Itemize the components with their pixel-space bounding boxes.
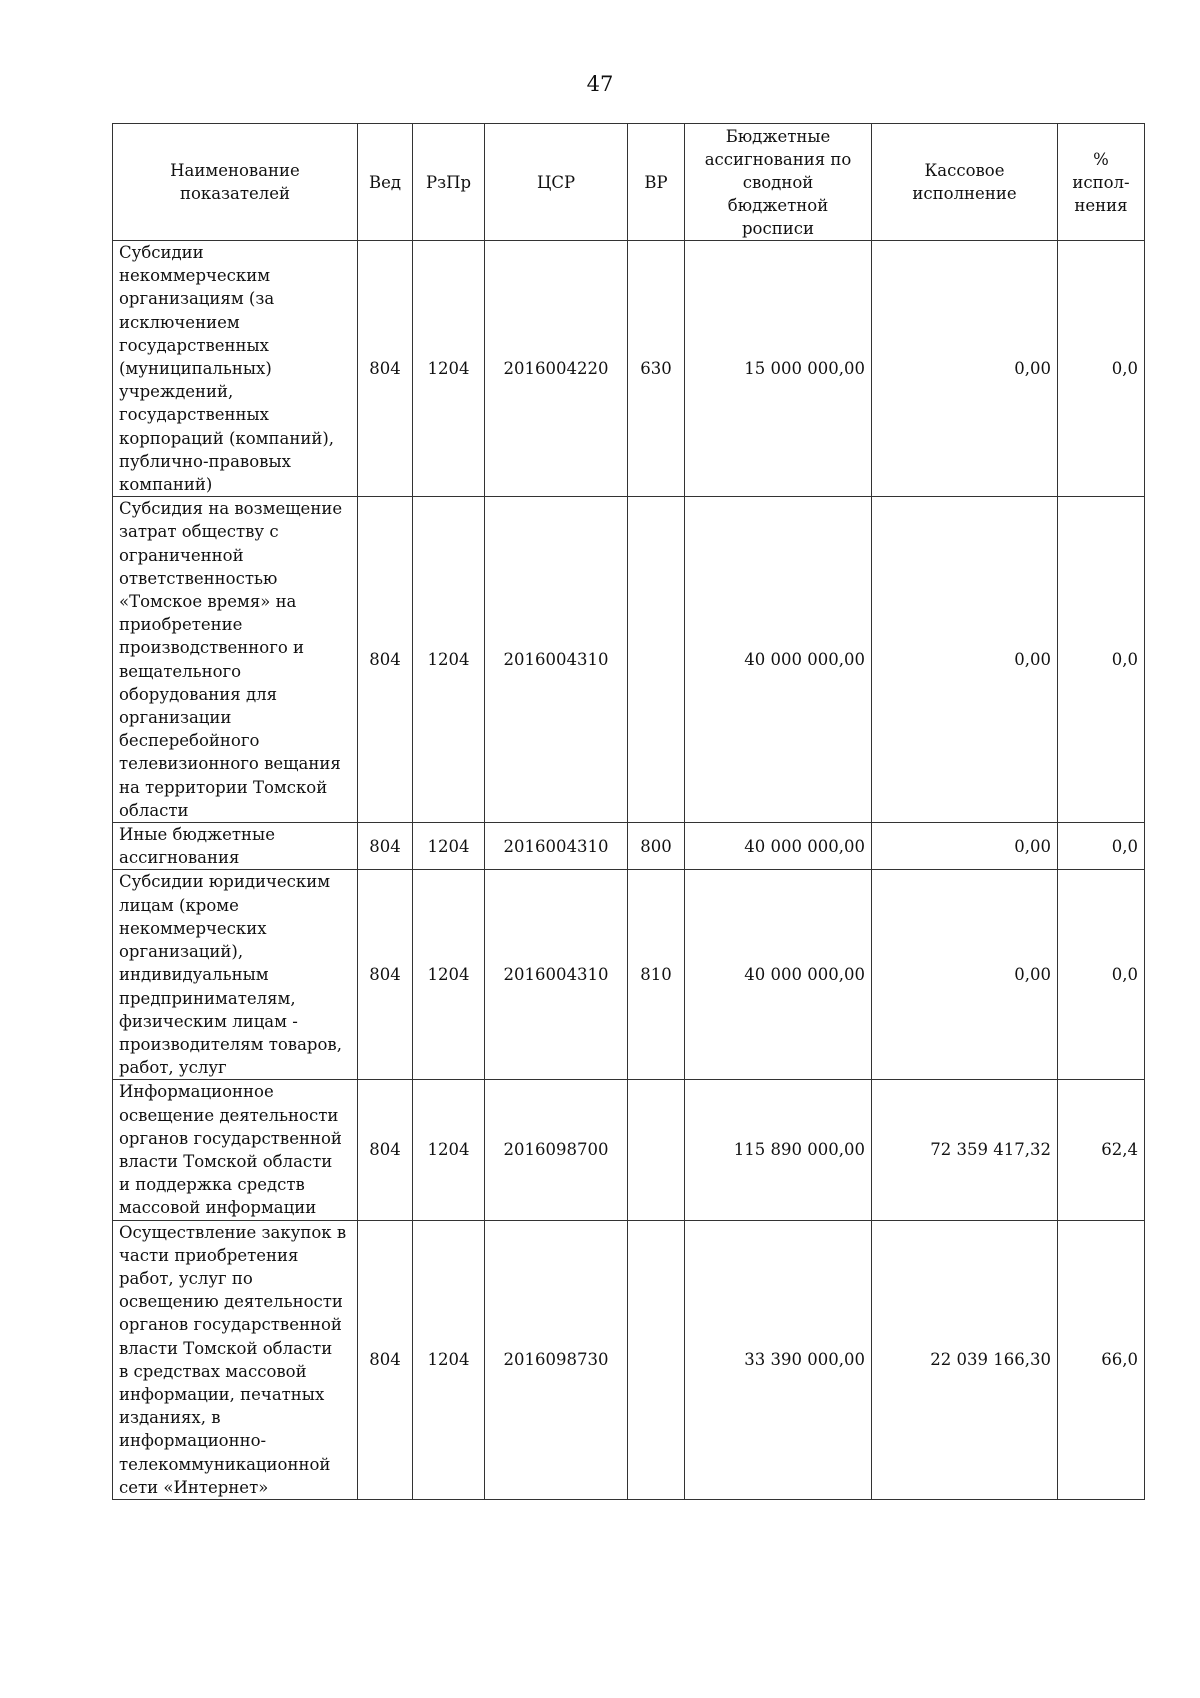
row-budget: 40 000 000,00 <box>685 870 872 1080</box>
row-name: Субсидии некоммерческим организациям (за исключением государственных (муниципальных) учреждений, государственных корпораций (компаний), публично-правовых компаний) <box>113 241 358 497</box>
row-csr: 2016098730 <box>485 1220 628 1499</box>
row-budget: 15 000 000,00 <box>685 241 872 497</box>
row-ved: 804 <box>358 1220 413 1499</box>
row-cash: 72 359 417,32 <box>872 1080 1058 1220</box>
row-name: Осуществление закупок в части приобретения работ, услуг по освещению деятельности органов государственной власти Томской области в средствах массовой информации, печатных изданиях, в информационно- телекоммуникационной сети «Интернет» <box>113 1220 358 1499</box>
row-pct: 0,0 <box>1058 823 1145 870</box>
row-csr: 2016004220 <box>485 241 628 497</box>
row-vr <box>628 1080 685 1220</box>
row-ved: 804 <box>358 241 413 497</box>
row-rzpr: 1204 <box>413 870 485 1080</box>
header-rzpr <box>413 124 485 241</box>
row-cash: 0,00 <box>872 823 1058 870</box>
row-rzpr: 1204 <box>413 1080 485 1220</box>
header-cash-label: Кассовое исполнение <box>912 161 1017 203</box>
row-ved: 804 <box>358 870 413 1080</box>
row-budget: 40 000 000,00 <box>685 823 872 870</box>
header-cash <box>872 124 1058 241</box>
header-pct <box>1058 124 1145 241</box>
table-row <box>113 1080 1145 1220</box>
row-name: Субсидия на возмещение затрат обществу с ограниченной ответственностью «Томское время» на приобретение производственного и вещательного оборудования для организации бесперебойного телевизионного вещания на территории Томской области <box>113 497 358 823</box>
row-pct: 0,0 <box>1058 497 1145 823</box>
row-rzpr: 1204 <box>413 241 485 497</box>
table-row <box>113 241 1145 497</box>
row-pct: 66,0 <box>1058 1220 1145 1499</box>
budget-execution-table <box>112 123 1145 1500</box>
header-budget <box>685 124 872 241</box>
row-csr: 2016004310 <box>485 870 628 1080</box>
row-ved: 804 <box>358 823 413 870</box>
header-rzpr-label: РзПр <box>425 172 472 192</box>
row-rzpr: 1204 <box>413 823 485 870</box>
header-csr <box>485 124 628 241</box>
row-budget: 115 890 000,00 <box>685 1080 872 1220</box>
row-cash: 0,00 <box>872 870 1058 1080</box>
table-header <box>113 124 1145 241</box>
row-cash: 0,00 <box>872 497 1058 823</box>
row-ved: 804 <box>358 497 413 823</box>
table-row <box>113 823 1145 870</box>
table-body <box>113 241 1145 1500</box>
table-row <box>113 1220 1145 1499</box>
row-vr: 630 <box>628 241 685 497</box>
header-name-label: Наименование показателей <box>170 161 300 203</box>
row-vr: 800 <box>628 823 685 870</box>
header-ved <box>358 124 413 241</box>
row-vr <box>628 1220 685 1499</box>
row-pct: 0,0 <box>1058 870 1145 1080</box>
page-number: 47 <box>586 72 614 96</box>
row-cash: 0,00 <box>872 241 1058 497</box>
row-csr: 2016098700 <box>485 1080 628 1220</box>
row-name: Информационное освещение деятельности органов государственной власти Томской области и поддержка средств массовой информации <box>113 1080 358 1220</box>
row-pct: 0,0 <box>1058 241 1145 497</box>
table-row <box>113 497 1145 823</box>
row-name: Иные бюджетные ассигнования <box>113 823 358 870</box>
row-name: Субсидии юридическим лицам (кроме некоммерческих организаций), индивидуальным предпринимателям, физическим лицам - производителям товаров, работ, услуг <box>113 870 358 1080</box>
header-ved-label: Вед <box>368 172 402 192</box>
header-row <box>113 124 1145 241</box>
row-pct: 62,4 <box>1058 1080 1145 1220</box>
header-vr-label: ВР <box>644 172 668 192</box>
row-rzpr: 1204 <box>413 497 485 823</box>
row-budget: 40 000 000,00 <box>685 497 872 823</box>
row-vr: 810 <box>628 870 685 1080</box>
row-budget: 33 390 000,00 <box>685 1220 872 1499</box>
header-budget-label: Бюджетные ассигнования по сводной бюджетной росписи <box>704 126 852 238</box>
row-cash: 22 039 166,30 <box>872 1220 1058 1499</box>
row-vr <box>628 497 685 823</box>
header-name <box>113 124 358 241</box>
row-rzpr: 1204 <box>413 1220 485 1499</box>
row-csr: 2016004310 <box>485 823 628 870</box>
table-row <box>113 870 1145 1080</box>
header-vr <box>628 124 685 241</box>
row-ved: 804 <box>358 1080 413 1220</box>
header-csr-label: ЦСР <box>536 172 576 192</box>
header-pct-label: % испол- нения <box>1072 149 1130 215</box>
row-csr: 2016004310 <box>485 497 628 823</box>
